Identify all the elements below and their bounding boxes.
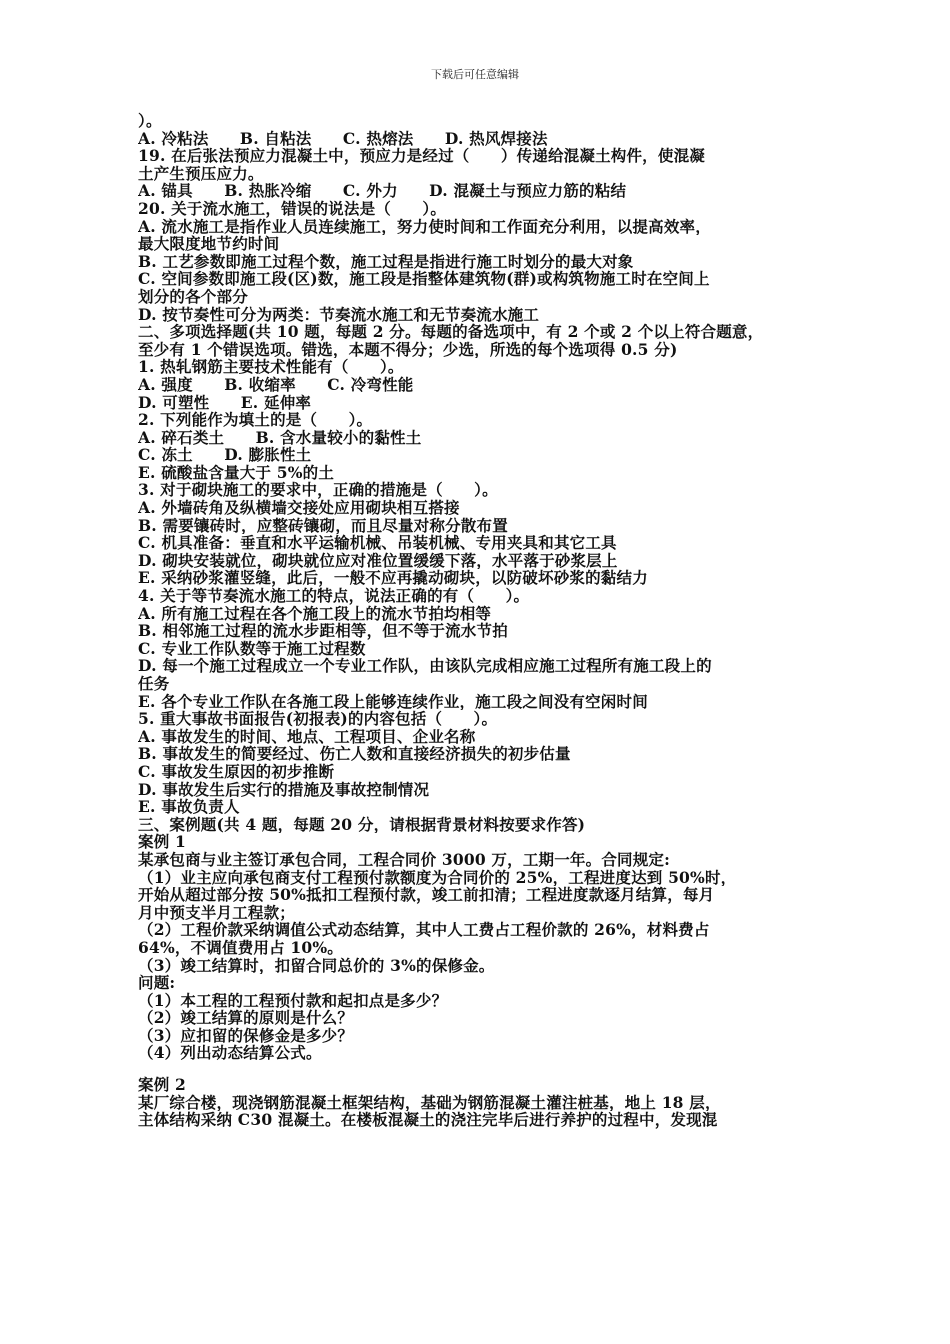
text-line: 土产生预压应力。 bbox=[138, 164, 264, 183]
text-line: 2. 下列能作为填土的是（ ）。 bbox=[138, 411, 373, 429]
page-header: 下载后可任意编辑 bbox=[431, 68, 519, 81]
text-line: A. 流水施工是指作业人员连续施工，努力使时间和工作面充分利用，以提高效率， bbox=[138, 217, 711, 236]
text-line: 最大限度地节约时间 bbox=[138, 235, 280, 253]
text-line: ）。 bbox=[138, 112, 162, 130]
text-line: B. 相邻施工过程的流水步距相等，但不等于流水节拍 bbox=[138, 622, 508, 640]
text-line: B. 需要镶砖时，应整砖镶砌，而且尽量对称分散布置 bbox=[138, 516, 508, 535]
text-line: D. 可塑性 E. 延伸率 bbox=[138, 393, 312, 412]
text-line: 64%，不调值费用占 10%。 bbox=[138, 938, 343, 957]
text-line: 二、多项选择题(共 10 题，每题 2 分。每题的备选项中，有 2 个或 2 个以上符合题意， bbox=[138, 323, 764, 341]
case-2-section bbox=[138, 1076, 854, 1129]
text-line: E. 事故负责人 bbox=[138, 798, 240, 816]
text-line: C. 冻土 D. 膨胀性土 bbox=[138, 446, 312, 464]
text-line: D. 砌块安装就位，砌块就位应对准位置缓缓下落，水平落于砂浆层上 bbox=[138, 551, 618, 570]
text-line: （1）本工程的工程预付款和起扣点是多少？ bbox=[138, 991, 448, 1010]
text-line: 20. 关于流水施工，错误的说法是（ ）。 bbox=[138, 199, 447, 218]
text-line: 案例 2 bbox=[138, 1076, 186, 1094]
text-line: 月中预支半月工程款； bbox=[138, 903, 296, 922]
text-line: （1）业主应向承包商支付工程预付款额度为合同价的 25%，工程进度达到 50%时， bbox=[138, 868, 737, 887]
text-line: 任务 bbox=[138, 675, 170, 693]
text-line: 至少有 1 个错误选项。错选，本题不得分；少选，所选的每个选项得 0.5 分) bbox=[138, 340, 678, 359]
text-line: 3. 对于砌块施工的要求中，正确的措施是（ ）。 bbox=[138, 481, 498, 500]
text-line: 1. 热轧钢筋主要技术性能有（ ）。 bbox=[138, 358, 404, 376]
text-line: 某承包商与业主签订承包合同，工程合同价 3000 万，工期一年。合同规定: bbox=[138, 850, 671, 869]
text-line: A. 碎石类土 B. 含水量较小的黏性土 bbox=[138, 428, 422, 447]
text-line: B. 事故发生的简要经过、伤亡人数和直接经济损失的初步估量 bbox=[138, 745, 571, 763]
text-line: A. 所有施工过程在各个施工段上的流水节拍均相等 bbox=[138, 604, 492, 623]
text-line: A. 强度 B. 收缩率 C. 冷弯性能 bbox=[138, 375, 414, 394]
text-line: 5. 重大事故书面报告(初报表)的内容包括（ ）。 bbox=[138, 710, 498, 728]
text-line: E. 采纳砂浆灌竖缝，此后，一般不应再撬动砌块，以防破坏砂浆的黏结力 bbox=[138, 569, 648, 588]
text-line: A. 外墙砖角及纵横墙交接处应用砌块相互搭接 bbox=[138, 499, 460, 517]
text-line: （3）竣工结算时，扣留合同总价的 3%的保修金。 bbox=[138, 956, 495, 975]
text-line: 某厂综合楼，现浇钢筋混凝土框架结构，基础为钢筋混凝土灌注桩基，地上 18 层， bbox=[138, 1093, 721, 1112]
text-line: 19. 在后张法预应力混凝土中，预应力是经过（ ）传递给混凝土构件，使混凝 bbox=[138, 147, 705, 165]
text-line: （4）列出动态结算公式。 bbox=[138, 1044, 322, 1063]
text-line: A. 冷粘法 B. 自粘法 C. 热熔法 D. 热风焊接法 bbox=[138, 129, 548, 148]
text-line: D. 按节奏性可分为两类：节奏流水施工和无节奏流水施工 bbox=[138, 305, 540, 324]
text-line: E. 硫酸盐含量大于 5%的土 bbox=[138, 463, 335, 482]
text-line: E. 各个专业工作队在各施工段上能够连续作业，施工段之间没有空闲时间 bbox=[138, 692, 648, 711]
blank-line bbox=[138, 1062, 854, 1076]
text-line: A. 事故发生的时间、地点、工程项目、企业名称 bbox=[138, 727, 476, 746]
text-line: C. 空间参数即施工段(区)数，施工段是指整体建筑物(群)或构筑物施工时在空间上 bbox=[138, 270, 710, 288]
text-line: 案例 1 bbox=[138, 833, 186, 851]
text-line: D. 每一个施工过程成立一个专业工作队，由该队完成相应施工过程所有施工段上的 bbox=[138, 657, 712, 675]
text-line: C. 专业工作队数等于施工过程数 bbox=[138, 639, 366, 658]
text-line: 开始从超过部分按 50%抵扣工程预付款，竣工前扣清；工程进度款逐月结算，每月 bbox=[138, 886, 715, 904]
text-line: C. 机具准备：垂直和水平运输机械、吊装机械、专用夹具和其它工具 bbox=[138, 534, 617, 552]
document-body bbox=[138, 112, 854, 1129]
text-line: （3）应扣留的保修金是多少？ bbox=[138, 1026, 354, 1045]
text-line: 三、案例题(共 4 题，每题 20 分，请根据背景材料按要求作答) bbox=[138, 815, 586, 834]
text-line: A. 锚具 B. 热胀冷缩 C. 外力 D. 混凝土与预应力筋的粘结 bbox=[138, 182, 627, 200]
text-line: C. 事故发生原因的初步推断 bbox=[138, 762, 335, 781]
text-line: 4. 关于等节奏流水施工的特点，说法正确的有（ ）。 bbox=[138, 587, 530, 605]
text-line: 主体结构采纳 C30 混凝土。在楼板混凝土的浇注完毕后进行养护的过程中，发现混 bbox=[138, 1111, 718, 1129]
text-line: （2）工程价款采纳调值公式动态结算，其中人工费占工程价款的 26%，材料费占 bbox=[138, 921, 710, 939]
text-line: D. 事故发生后实行的措施及事故控制情况 bbox=[138, 780, 430, 799]
exam-questions-section bbox=[138, 112, 854, 1062]
text-line: 划分的各个部分 bbox=[138, 287, 248, 306]
text-line: 问题: bbox=[138, 974, 176, 992]
text-line: （2）竣工结算的原则是什么？ bbox=[138, 1009, 354, 1027]
text-line: B. 工艺参数即施工过程个数，施工过程是指进行施工时划分的最大对象 bbox=[138, 252, 634, 271]
